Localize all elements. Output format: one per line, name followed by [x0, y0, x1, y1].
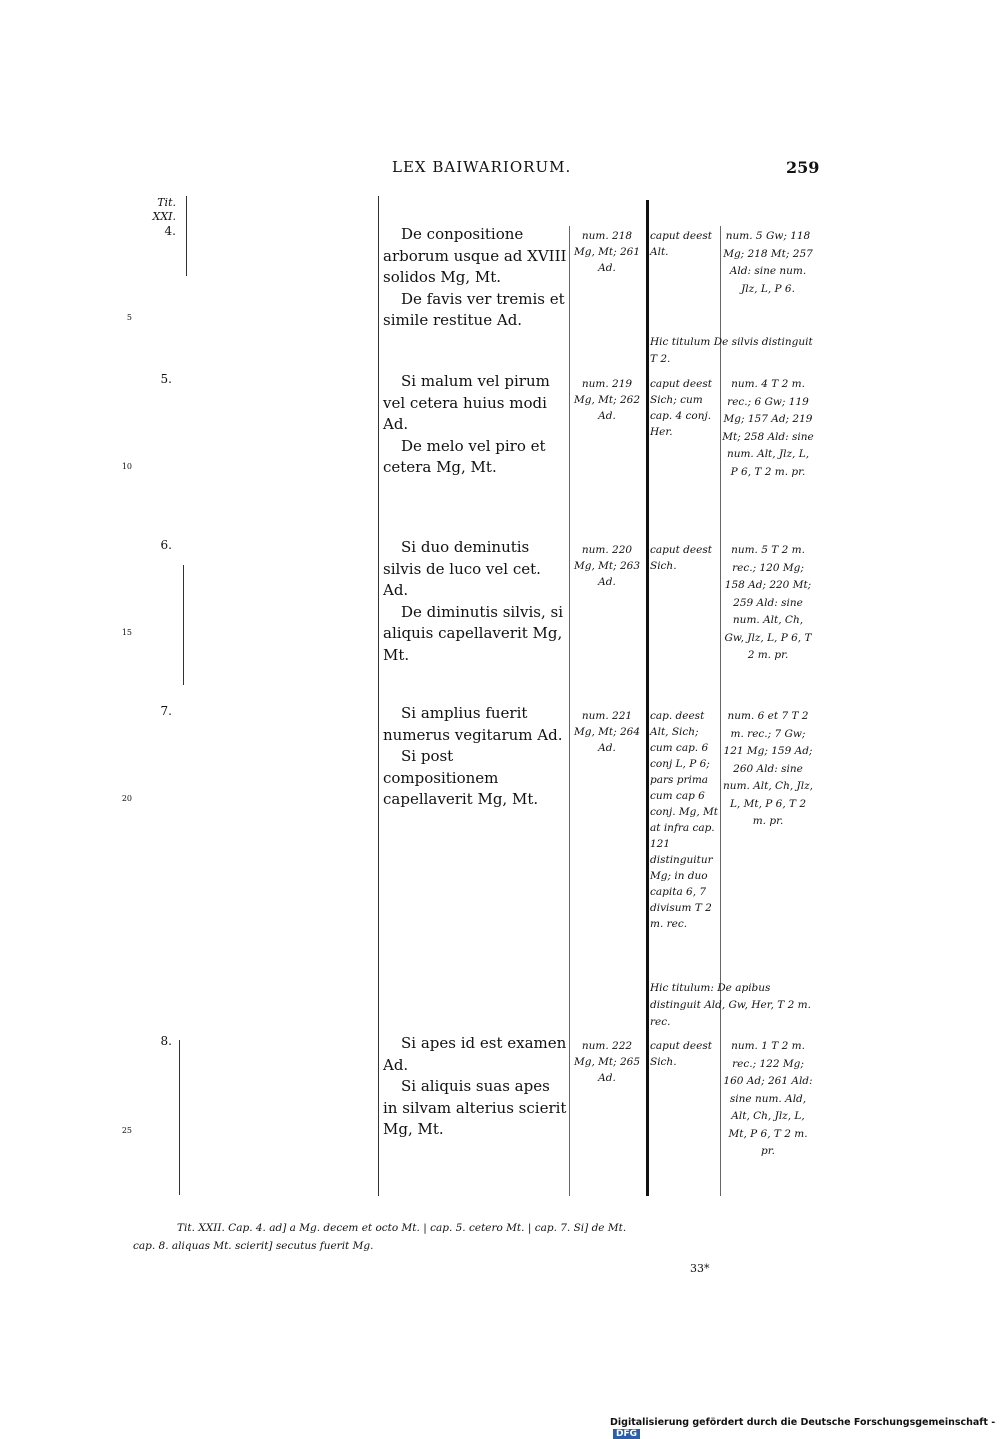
chapter-heading: Si apes id est examen Ad. [383, 1034, 567, 1074]
dfg-logo: DFG [613, 1429, 640, 1439]
chapter-number: 8. [160, 1034, 172, 1048]
manuscript-note: num. 5 Gw; 118 Mg; 218 Mt; 257 Ald: sine num. Jlz, L, P 6. [723, 230, 813, 295]
page-number: 259 [786, 158, 820, 177]
chapter-text [383, 224, 568, 332]
chapter-number: 5. [160, 372, 172, 386]
title-note: Hic titulum: De apibus distinguit Ald, Gw, Her, T 2 m. rec. [650, 982, 811, 1028]
manuscript-note: num. 5 T 2 m. rec.; 120 Mg; 158 Ad; 220 Mt; 259 Ald: sine num. Alt, Ch, Gw, Jlz, L, P 6, T 2 m. pr. [724, 544, 812, 661]
chapter-number: 6. [160, 538, 172, 552]
chapter-heading: Si amplius fuerit numerus vegitarum Ad. [383, 704, 563, 744]
line-number: 10 [121, 462, 132, 471]
chapter-heading: Si malum vel pirum vel cetera huius modi Ad. [383, 372, 550, 433]
chapter-heading-variant: De melo vel piro et cetera Mg, Mt. [383, 436, 546, 476]
chapter-text [383, 703, 568, 811]
chapter-heading-variant: De diminutis silvis, si aliquis capellaverit Mg, Mt. [383, 602, 563, 664]
title-note: Hic titulum De silvis distinguit T 2. [650, 336, 813, 365]
absence-note: caput deest Sich. [650, 1040, 712, 1068]
chapter-heading: Si duo deminutis silvis de luco vel cet. Ad. [383, 538, 541, 599]
rule [378, 196, 379, 1196]
rule [186, 196, 187, 276]
chapter-number: 7. [160, 704, 172, 718]
absence-note: caput deest Sich; cum cap. 4 conj. Her. [650, 378, 712, 438]
rule [183, 565, 184, 685]
chapter-text [383, 537, 568, 666]
chapter-heading-variant: Si aliquis suas apes in silvam alterius scierit Mg, Mt. [383, 1077, 567, 1138]
numbering-note: num. 219 Mg, Mt; 262 Ad. [573, 378, 641, 422]
chapter-text [383, 1033, 568, 1141]
title-ref-label: Tit. [157, 196, 176, 209]
line-number: 20 [121, 794, 132, 803]
title-ref-number: XXI. [152, 210, 176, 223]
chapter-heading-variant: De favis ver tremis et simile restitue Ad. [383, 289, 565, 329]
running-title: LEX BAIWARIORUM. [392, 158, 572, 176]
absence-note: cap. deest Alt, Sich; cum cap. 6 conj L, P 6; pars prima cum cap 6 conj. Mg, Mt at infra cap. 121 distinguitur Mg; in duo capita 6, 7 divisum T 2 m. rec. [650, 710, 719, 930]
chapter-heading: De conpositione arborum usque ad XVIII solidos Mg, Mt. [383, 225, 567, 286]
chapter-text [383, 371, 568, 479]
absence-note: caput deest Sich. [650, 544, 712, 572]
funding-credit [610, 1417, 1000, 1439]
footnote-line: cap. 8. aliquas Mt. scierit] secutus fuerit Mg. [133, 1240, 374, 1252]
numbering-note: num. 220 Mg, Mt; 263 Ad. [573, 544, 641, 588]
numbering-note: num. 222 Mg, Mt; 265 Ad. [573, 1040, 641, 1084]
manuscript-note: num. 6 et 7 T 2 m. rec.; 7 Gw; 121 Mg; 159 Ad; 260 Ald: sine num. Alt, Ch, Jlz, L, Mt, P 6, T 2 m. pr. [723, 710, 813, 827]
rule [720, 226, 721, 1196]
line-number: 25 [121, 1126, 132, 1135]
signature-mark: 33* [690, 1262, 710, 1275]
funding-credit-text: Digitalisierung gefördert durch die Deutsche Forschungsgemeinschaft - [610, 1417, 996, 1428]
numbering-note: num. 221 Mg, Mt; 264 Ad. [573, 710, 641, 754]
footnote-line: Tit. XXII. Cap. 4. ad] a Mg. decem et octo Mt. | cap. 5. cetero Mt. | cap. 7. Si] de Mt. [177, 1222, 627, 1234]
numbering-note: num. 218 Mg, Mt; 261 Ad. [573, 230, 641, 274]
rule [569, 226, 570, 1196]
line-number: 15 [121, 628, 132, 637]
chapter-number: 4. [164, 224, 176, 238]
line-number: 5 [126, 313, 132, 322]
manuscript-note: num. 4 T 2 m. rec.; 6 Gw; 119 Mg; 157 Ad; 219 Mt; 258 Ald: sine num. Alt, Jlz, L, P 6, T 2 m. pr. [722, 378, 814, 478]
manuscript-note: num. 1 T 2 m. rec.; 122 Mg; 160 Ad; 261 Ald: sine num. Ald, Alt, Ch, Jlz, L, Mt, P 6, T 2 m. pr. [723, 1040, 813, 1157]
chapter-heading-variant: Si post compositionem capellaverit Mg, Mt. [383, 747, 539, 808]
rule [179, 1040, 180, 1195]
absence-note: caput deest Alt. [650, 230, 712, 258]
main-divider [646, 200, 649, 1196]
